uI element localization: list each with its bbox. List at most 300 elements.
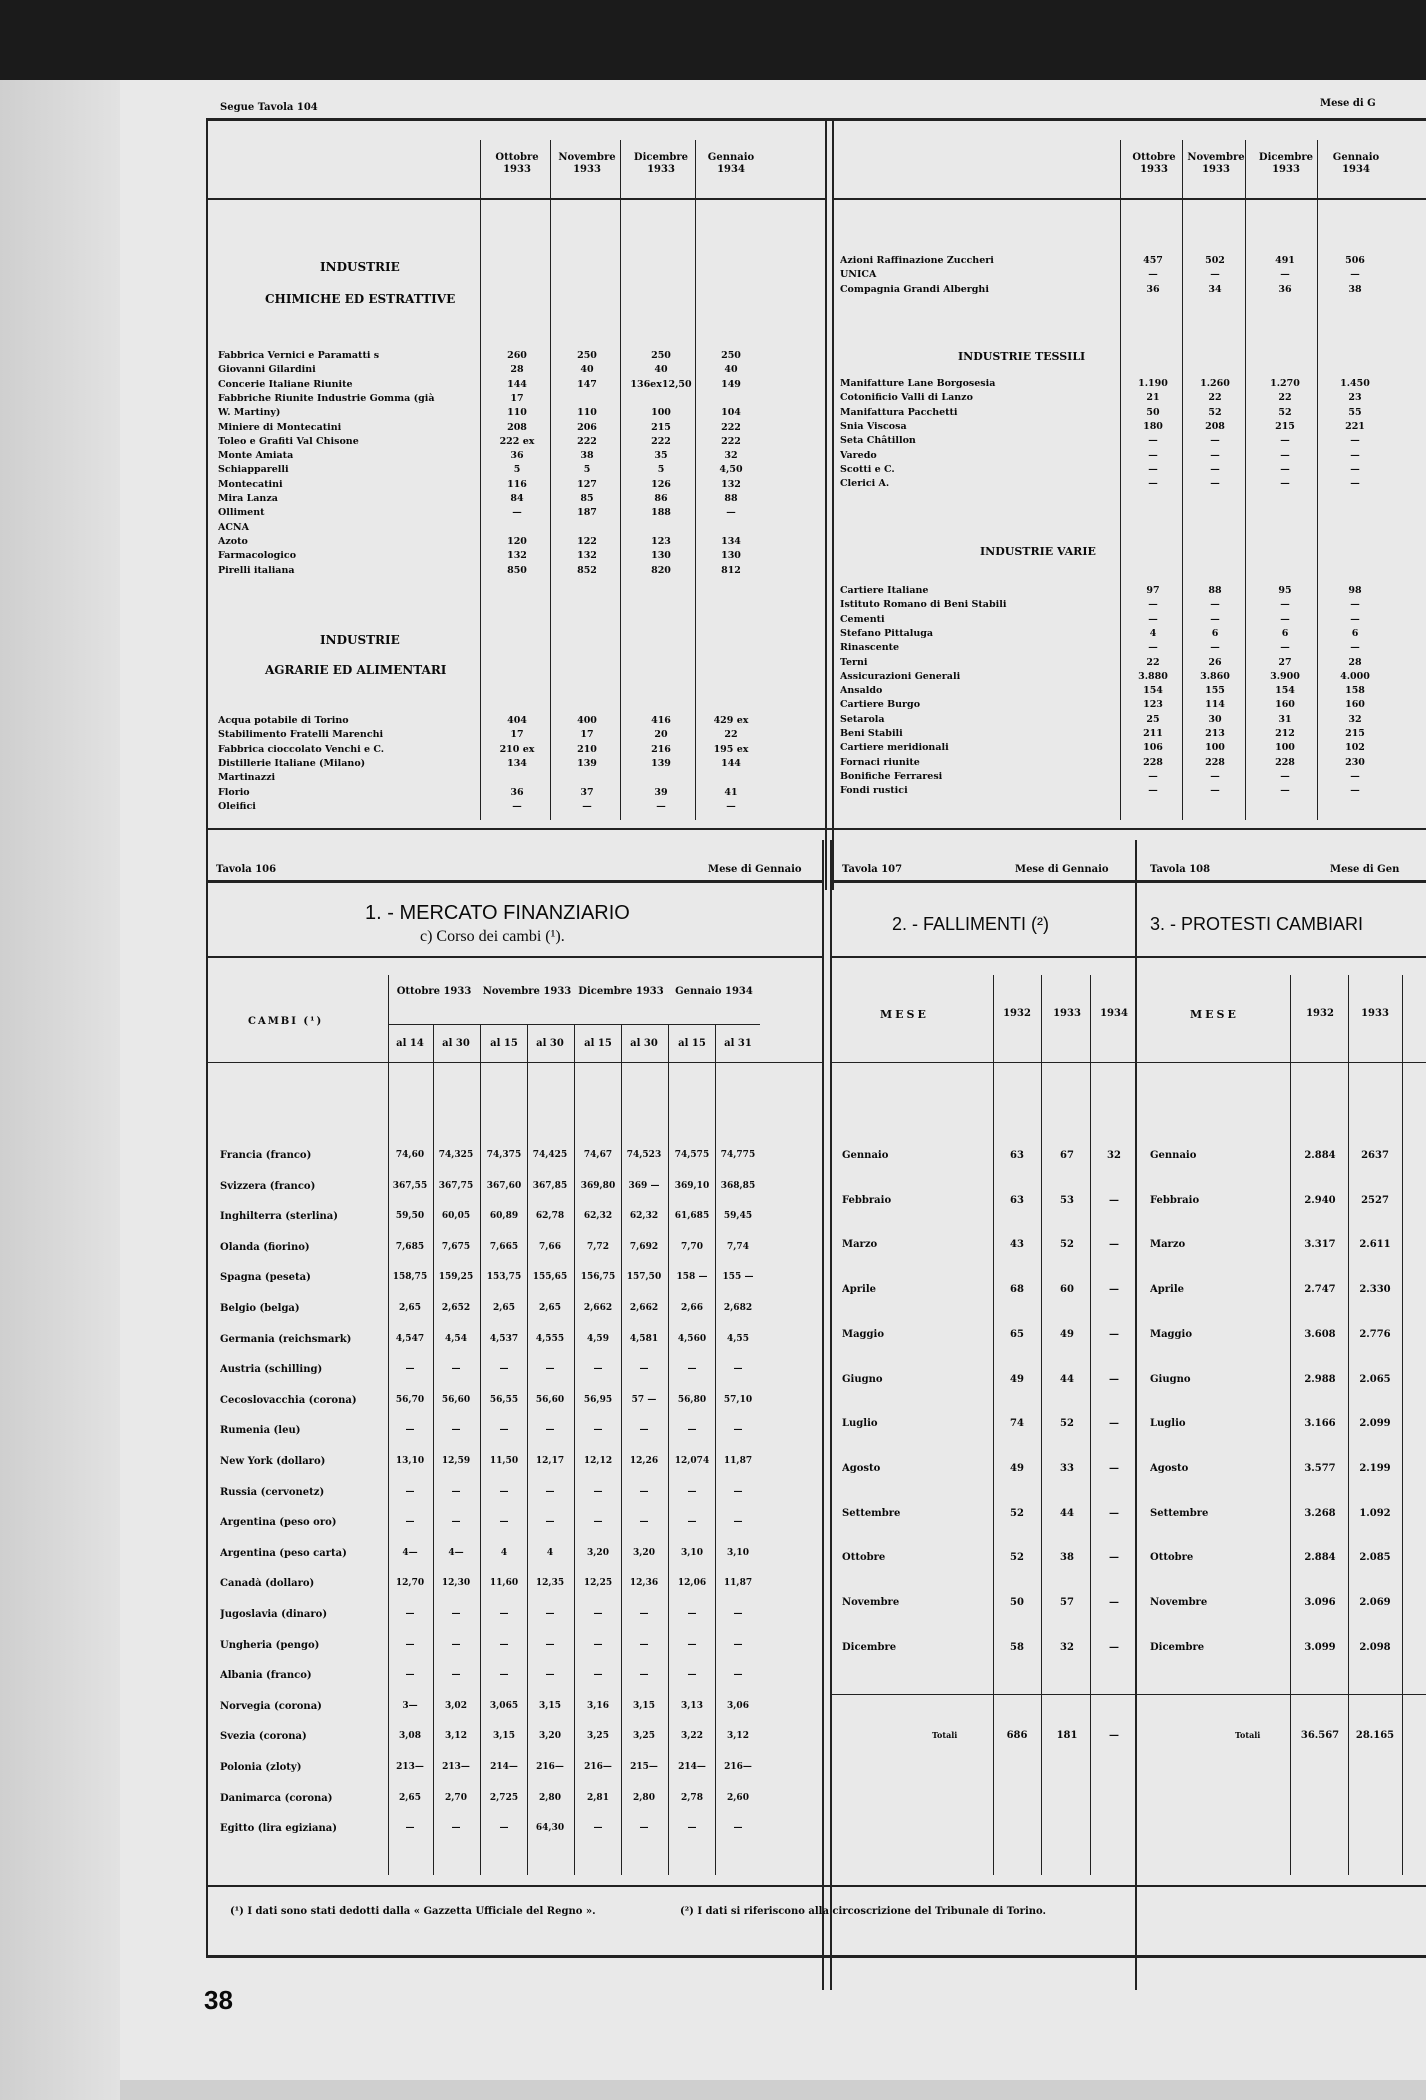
rate-value: — bbox=[451, 1609, 461, 1619]
currency-label: Rumenia (leu) bbox=[220, 1425, 301, 1437]
count-value: 38 bbox=[1060, 1552, 1074, 1564]
rate-value: 4 bbox=[500, 1547, 508, 1558]
currency-label: Argentina (peso carta) bbox=[220, 1547, 347, 1559]
count-value: 50 bbox=[1010, 1597, 1024, 1608]
table-row bbox=[120, 585, 1362, 598]
table-row bbox=[120, 627, 1359, 641]
rate-value: — bbox=[499, 1486, 509, 1497]
row-value: 6 bbox=[1211, 627, 1219, 639]
agri-title-2: AGRARIE ED ALIMENTARI bbox=[265, 663, 447, 677]
row-value: 812 bbox=[721, 564, 741, 576]
t107-title: 2. - FALLIMENTI (²) bbox=[892, 914, 1050, 934]
rate-value: 7,675 bbox=[441, 1241, 471, 1252]
row-value: 250 bbox=[577, 350, 597, 361]
protest-value: 2.099 bbox=[1359, 1418, 1391, 1430]
month-label: Dicembre bbox=[1150, 1641, 1205, 1653]
rate-value: — bbox=[405, 1609, 415, 1619]
row-label: Olliment bbox=[218, 507, 265, 519]
subcol-header: al 15 bbox=[678, 1038, 706, 1049]
row-value: 155 bbox=[1205, 685, 1225, 697]
row-value: 144 bbox=[507, 378, 527, 390]
rate-value: 4,555 bbox=[535, 1333, 565, 1344]
row-value: 25 bbox=[1146, 713, 1160, 725]
row-label: UNICA bbox=[840, 269, 877, 281]
row-label: Cartiere meridionali bbox=[840, 742, 949, 754]
period-header: Gennaio 1934 bbox=[675, 986, 753, 997]
row-value: — bbox=[1280, 642, 1290, 654]
protest-value: 3.317 bbox=[1304, 1239, 1336, 1251]
row-value: 213 bbox=[1205, 728, 1225, 739]
total-value: 686 bbox=[1006, 1730, 1028, 1741]
rate-value: 4,560 bbox=[677, 1333, 707, 1344]
rate-value: 4,54 bbox=[445, 1333, 467, 1344]
currency-label: Argentina (peso oro) bbox=[220, 1517, 337, 1529]
row-value: 21 bbox=[1146, 392, 1160, 404]
row-label: Miniere di Montecatini bbox=[218, 421, 342, 433]
table-row bbox=[120, 656, 1362, 670]
row-value: 221 bbox=[1345, 420, 1365, 432]
row-value: — bbox=[1350, 770, 1360, 782]
row-label: Cartiere Italiane bbox=[840, 585, 929, 596]
rate-value: 60,05 bbox=[441, 1211, 471, 1222]
rate-value: — bbox=[733, 1364, 743, 1375]
rate-value: — bbox=[733, 1517, 743, 1528]
count-value: 44 bbox=[1060, 1507, 1074, 1519]
rate-value: 11,87 bbox=[723, 1578, 753, 1589]
month-label: Marzo bbox=[1150, 1239, 1186, 1251]
rate-value: — bbox=[545, 1364, 555, 1375]
count-value: 57 bbox=[1060, 1597, 1074, 1608]
currency-label: Danimarca (corona) bbox=[220, 1792, 333, 1804]
row-value: — bbox=[512, 800, 522, 812]
row-value: — bbox=[1148, 478, 1158, 490]
row-label: Cartiere Burgo bbox=[840, 699, 921, 711]
rate-value: — bbox=[545, 1670, 555, 1681]
count-value: 63 bbox=[1010, 1194, 1024, 1206]
count-value: 52 bbox=[1060, 1239, 1074, 1251]
row-label: Seta Châtillon bbox=[840, 435, 916, 447]
rate-value: 2,80 bbox=[633, 1792, 655, 1803]
rate-value: 369,80 bbox=[580, 1180, 616, 1191]
rate-value: 7,665 bbox=[489, 1241, 519, 1252]
mese-label: MESE bbox=[1190, 1008, 1239, 1021]
row-value: 208 bbox=[1205, 420, 1225, 432]
t108-month: Mese di Gen bbox=[1330, 864, 1400, 875]
row-label: Fabbrica cioccolato Venchi e C. bbox=[218, 743, 385, 755]
total-value: — bbox=[1109, 1730, 1119, 1741]
row-value: — bbox=[1210, 785, 1220, 797]
month-label: Novembre bbox=[1150, 1597, 1208, 1608]
rate-value: 62,78 bbox=[535, 1211, 565, 1222]
left-border-bottom bbox=[206, 890, 208, 1957]
row-value: 850 bbox=[507, 564, 527, 576]
row-value: 230 bbox=[1345, 756, 1365, 768]
row-value: 206 bbox=[577, 421, 597, 433]
row-value: 41 bbox=[724, 786, 738, 798]
page-sheet bbox=[120, 80, 1426, 2080]
rate-value: — bbox=[639, 1425, 649, 1436]
row-value: 180 bbox=[1143, 420, 1163, 432]
currency-label: Germania (reichsmark) bbox=[220, 1333, 352, 1345]
row-value: — bbox=[1148, 435, 1158, 447]
row-value: 40 bbox=[580, 364, 594, 376]
rate-value: — bbox=[405, 1364, 415, 1375]
row-value: — bbox=[1350, 599, 1360, 611]
month-label: Gennaio bbox=[1150, 1150, 1197, 1161]
t108-col-rule bbox=[1348, 975, 1349, 1875]
month-label: Maggio bbox=[1150, 1328, 1193, 1340]
row-value: 39 bbox=[654, 786, 668, 798]
rate-value: — bbox=[451, 1639, 461, 1650]
rate-value: — bbox=[639, 1364, 649, 1375]
count-value: 67 bbox=[1060, 1150, 1074, 1161]
row-value: 260 bbox=[507, 350, 527, 361]
rate-value: 2,682 bbox=[723, 1303, 753, 1313]
rate-value: 12,25 bbox=[583, 1578, 613, 1589]
rate-value: 7,685 bbox=[395, 1241, 425, 1252]
row-value: 36 bbox=[1146, 283, 1160, 295]
left-month-header: Ottobre 1933 bbox=[495, 152, 539, 175]
t107-col-rule bbox=[1090, 975, 1091, 1875]
month-label: Febbraio bbox=[842, 1194, 892, 1206]
rate-value: — bbox=[405, 1670, 415, 1681]
row-value: 6 bbox=[1281, 627, 1289, 639]
row-label: Distillerie Italiane (Milano) bbox=[218, 757, 366, 769]
protest-value: 2.884 bbox=[1304, 1150, 1336, 1161]
row-label: Ansaldo bbox=[840, 685, 883, 697]
row-value: 188 bbox=[651, 507, 671, 519]
rate-value: 11,60 bbox=[489, 1578, 519, 1589]
table-row bbox=[120, 699, 1365, 712]
month-label: Febbraio bbox=[1150, 1194, 1200, 1206]
row-label: Terni bbox=[840, 656, 868, 668]
rate-value: 56,95 bbox=[583, 1394, 613, 1405]
subcol-header: al 14 bbox=[396, 1038, 424, 1049]
row-value: — bbox=[1210, 435, 1220, 447]
row-value: 22 bbox=[1208, 392, 1222, 404]
row-value: 132 bbox=[507, 550, 527, 562]
row-value: 26 bbox=[1208, 656, 1222, 668]
currency-label: Spagna (peseta) bbox=[220, 1272, 311, 1284]
total-value: 28.165 bbox=[1355, 1730, 1395, 1741]
rate-value: — bbox=[451, 1670, 461, 1681]
row-value: 37 bbox=[580, 786, 594, 798]
currency-label: Russia (cervonetz) bbox=[220, 1486, 325, 1498]
row-value: 4,50 bbox=[719, 464, 743, 476]
t107-number: Tavola 107 bbox=[842, 864, 903, 875]
count-value: — bbox=[1109, 1552, 1119, 1564]
row-label: Giovanni Gilardini bbox=[218, 364, 316, 376]
row-value: 400 bbox=[577, 715, 597, 726]
row-label: Mira Lanza bbox=[218, 493, 278, 504]
row-value: — bbox=[1148, 785, 1158, 797]
year-header: 1932 bbox=[1003, 1008, 1031, 1019]
table-row bbox=[120, 522, 740, 535]
rate-value: 2,66 bbox=[681, 1303, 703, 1313]
rate-value: — bbox=[639, 1639, 649, 1650]
rate-value: 4 bbox=[546, 1547, 554, 1558]
row-label: Fornaci riunite bbox=[840, 756, 920, 768]
row-value: 139 bbox=[651, 757, 671, 769]
row-value: — bbox=[1148, 269, 1158, 281]
rate-value: 11,50 bbox=[489, 1456, 519, 1466]
footnote-rule bbox=[206, 1885, 1426, 1887]
count-value: — bbox=[1109, 1194, 1119, 1206]
row-value: 149 bbox=[721, 378, 741, 390]
rate-value: 3— bbox=[402, 1700, 418, 1711]
count-value: — bbox=[1109, 1641, 1119, 1653]
row-value: 144 bbox=[721, 757, 741, 769]
row-value: — bbox=[1280, 613, 1290, 625]
rate-value: — bbox=[733, 1425, 743, 1436]
rate-value: — bbox=[687, 1609, 697, 1619]
rate-value: 74,775 bbox=[720, 1150, 756, 1160]
row-value: 23 bbox=[1348, 392, 1362, 404]
rate-value: 56,60 bbox=[535, 1394, 565, 1405]
left-month-header: Novembre 1933 bbox=[558, 152, 616, 175]
rate-value: 12,06 bbox=[677, 1578, 707, 1589]
row-value: 40 bbox=[724, 364, 738, 376]
row-label: Fabbriche Riunite Industrie Gomma (già bbox=[218, 392, 435, 404]
count-value: 33 bbox=[1060, 1462, 1074, 1474]
rate-value: 7,66 bbox=[539, 1241, 561, 1252]
scan-top-shadow bbox=[0, 0, 1426, 80]
row-value: 116 bbox=[507, 478, 527, 490]
rate-value: 4,547 bbox=[395, 1333, 425, 1344]
row-value: 3.880 bbox=[1138, 670, 1168, 682]
rate-value: — bbox=[451, 1517, 461, 1528]
count-value: 32 bbox=[1060, 1641, 1074, 1653]
month-label: Gennaio bbox=[842, 1150, 889, 1161]
table-row bbox=[120, 536, 740, 549]
rate-value: 74,375 bbox=[486, 1150, 522, 1160]
rate-value: 369,10 bbox=[674, 1180, 710, 1191]
protest-value: 2.065 bbox=[1359, 1373, 1391, 1385]
rate-value: 4— bbox=[448, 1547, 464, 1558]
row-label: Acqua potabile di Torino bbox=[218, 715, 349, 726]
row-value: 222 bbox=[721, 435, 741, 447]
subcol-header: al 30 bbox=[442, 1038, 470, 1049]
row-value: 126 bbox=[651, 478, 671, 490]
agri-title-1: INDUSTRIE bbox=[320, 633, 400, 647]
left-month-header: Gennaio 1934 bbox=[707, 152, 755, 175]
rate-value: 74,67 bbox=[583, 1150, 613, 1160]
count-value: — bbox=[1109, 1373, 1119, 1385]
table-row bbox=[120, 685, 1365, 698]
month-label: Luglio bbox=[1150, 1418, 1186, 1430]
row-value: 88 bbox=[724, 493, 738, 504]
t107-left-border bbox=[830, 840, 832, 1990]
rate-value: — bbox=[687, 1670, 697, 1681]
rate-value: 12,12 bbox=[583, 1456, 613, 1466]
rate-value: 2,652 bbox=[441, 1303, 471, 1313]
rate-value: — bbox=[545, 1639, 555, 1650]
count-value: 65 bbox=[1010, 1328, 1024, 1340]
rate-value: 2,78 bbox=[681, 1792, 703, 1803]
continuation-label: Segue Tavola 104 bbox=[220, 102, 318, 113]
left-month-rule bbox=[206, 198, 826, 200]
row-value: — bbox=[1350, 269, 1360, 281]
rate-value: — bbox=[687, 1364, 697, 1375]
rate-value: — bbox=[687, 1639, 697, 1650]
rate-value: 12,17 bbox=[535, 1456, 565, 1466]
table-row bbox=[120, 1792, 749, 1815]
row-value: 158 bbox=[1345, 685, 1365, 697]
row-value: 228 bbox=[1143, 756, 1163, 768]
right-month-header: Gennaio 1934 bbox=[1332, 152, 1380, 175]
totals-label: Totali bbox=[1235, 1730, 1261, 1740]
protest-value: 2.199 bbox=[1359, 1462, 1391, 1474]
total-value: 181 bbox=[1056, 1730, 1078, 1741]
row-value: 457 bbox=[1143, 255, 1163, 266]
row-value: 136ex12,50 bbox=[630, 378, 692, 390]
rate-value: 3,20 bbox=[539, 1731, 561, 1742]
rate-value: 2,81 bbox=[587, 1792, 609, 1803]
row-value: 195 ex bbox=[713, 743, 749, 755]
month-label: Ottobre bbox=[842, 1552, 886, 1564]
rate-value: 12,59 bbox=[441, 1456, 471, 1466]
rate-value: 74,60 bbox=[395, 1150, 425, 1160]
protest-value: 2.940 bbox=[1304, 1194, 1336, 1206]
row-value: 122 bbox=[577, 535, 597, 547]
row-label: Azioni Raffinazione Zuccheri bbox=[840, 255, 994, 266]
row-label: Beni Stabili bbox=[840, 728, 903, 739]
protest-value: 3.268 bbox=[1304, 1507, 1336, 1519]
row-value: 86 bbox=[654, 493, 668, 504]
mese-label: MESE bbox=[880, 1008, 929, 1021]
row-value: 34 bbox=[1208, 283, 1222, 295]
rate-value: — bbox=[499, 1823, 509, 1834]
row-value: 38 bbox=[1348, 283, 1362, 295]
table-row bbox=[120, 1823, 743, 1845]
row-value: 106 bbox=[1143, 742, 1163, 754]
t108-subhead-rule bbox=[1135, 1062, 1426, 1063]
row-value: — bbox=[512, 507, 522, 519]
rate-value: — bbox=[499, 1670, 509, 1681]
row-value: 88 bbox=[1208, 585, 1222, 596]
subcol-header: al 30 bbox=[536, 1038, 564, 1049]
table-row bbox=[120, 770, 1360, 784]
count-value: 52 bbox=[1010, 1507, 1024, 1519]
rate-value: 3,08 bbox=[399, 1731, 421, 1742]
protest-value: 3.096 bbox=[1304, 1597, 1336, 1608]
row-label: Manifatture Lane Borgosesia bbox=[840, 378, 996, 389]
row-value: 127 bbox=[577, 478, 597, 490]
protest-value: 2.747 bbox=[1304, 1284, 1336, 1296]
row-value: 250 bbox=[651, 350, 671, 361]
rate-value: 56,70 bbox=[395, 1394, 425, 1405]
t106-subtitle: c) Corso dei cambi (¹). bbox=[420, 928, 565, 945]
varie-title: INDUSTRIE VARIE bbox=[980, 545, 1096, 558]
t107-col-rule bbox=[1041, 975, 1042, 1875]
row-value: 31 bbox=[1278, 713, 1292, 725]
currency-label: Austria (schilling) bbox=[220, 1364, 323, 1376]
month-label: Marzo bbox=[842, 1239, 878, 1251]
row-value: 36 bbox=[1278, 283, 1292, 295]
t106-right-border bbox=[822, 840, 824, 1990]
count-value: — bbox=[1109, 1462, 1119, 1474]
table-row bbox=[120, 350, 740, 363]
rate-value: 214— bbox=[678, 1762, 706, 1772]
rate-value: — bbox=[451, 1823, 461, 1834]
rate-value: 3,15 bbox=[539, 1700, 561, 1711]
t106-top-rule bbox=[206, 880, 823, 883]
protest-value: 2.069 bbox=[1359, 1597, 1391, 1608]
rate-value: 12,30 bbox=[441, 1578, 471, 1589]
row-value: — bbox=[1148, 642, 1158, 654]
count-value: 68 bbox=[1010, 1284, 1024, 1296]
rate-value: — bbox=[593, 1670, 603, 1681]
rate-value: — bbox=[733, 1823, 743, 1834]
row-value: 17 bbox=[510, 729, 524, 741]
row-value: 100 bbox=[651, 407, 671, 419]
rate-value: 2,662 bbox=[629, 1303, 659, 1313]
table-row bbox=[120, 364, 740, 377]
month-label: Giugno bbox=[1150, 1373, 1191, 1385]
row-label: Manifattura Pacchetti bbox=[840, 406, 958, 418]
row-label: Cotonificio Valli di Lanzo bbox=[840, 392, 973, 404]
row-value: 506 bbox=[1345, 255, 1365, 266]
row-value: — bbox=[1350, 642, 1360, 654]
row-value: — bbox=[1280, 449, 1290, 461]
t108-number: Tavola 108 bbox=[1150, 864, 1211, 875]
rate-value: 3,10 bbox=[681, 1547, 703, 1558]
row-value: 95 bbox=[1278, 585, 1292, 596]
row-label: Scotti e C. bbox=[840, 463, 895, 475]
currency-label: Olanda (fiorino) bbox=[220, 1241, 310, 1253]
row-label: Monte Amiata bbox=[218, 450, 294, 462]
rate-value: — bbox=[499, 1364, 509, 1375]
row-label: Stefano Pittaluga bbox=[840, 627, 934, 639]
count-value: — bbox=[1109, 1507, 1119, 1519]
row-value: 28 bbox=[510, 364, 524, 376]
rate-value: 74,425 bbox=[532, 1150, 568, 1160]
count-value: 49 bbox=[1010, 1462, 1024, 1474]
row-label: Farmacologico bbox=[218, 550, 297, 562]
row-value: — bbox=[1148, 599, 1158, 611]
row-value: — bbox=[1280, 785, 1290, 797]
rate-value: — bbox=[593, 1425, 603, 1436]
mid-rule bbox=[206, 828, 1426, 830]
rate-value: — bbox=[545, 1425, 555, 1436]
count-value: — bbox=[1109, 1284, 1119, 1296]
protest-value: 3.166 bbox=[1304, 1418, 1336, 1430]
rate-value: 56,60 bbox=[441, 1394, 471, 1405]
row-value: 228 bbox=[1275, 756, 1295, 768]
rate-value: 7,70 bbox=[681, 1241, 703, 1252]
row-value: — bbox=[582, 800, 592, 812]
row-value: 208 bbox=[507, 421, 527, 433]
row-value: — bbox=[726, 507, 736, 519]
row-label: Fondi rustici bbox=[840, 785, 908, 797]
row-value: — bbox=[1210, 599, 1220, 611]
protest-value: 2.330 bbox=[1359, 1284, 1391, 1296]
rate-value: 7,74 bbox=[727, 1241, 749, 1252]
table-row bbox=[120, 599, 1360, 612]
row-value: 1.450 bbox=[1340, 378, 1370, 389]
currency-label: Canadà (dollaro) bbox=[220, 1578, 315, 1590]
period-header: Novembre 1933 bbox=[482, 986, 572, 997]
row-value: 502 bbox=[1205, 255, 1225, 266]
row-value: 110 bbox=[577, 407, 597, 419]
row-label: Schiapparelli bbox=[218, 464, 289, 476]
table-row bbox=[120, 642, 1360, 655]
rate-value: — bbox=[499, 1517, 509, 1528]
currency-label: New York (dollaro) bbox=[220, 1456, 326, 1467]
row-value: 32 bbox=[1348, 713, 1362, 725]
rate-value: — bbox=[545, 1609, 555, 1619]
row-value: — bbox=[1210, 613, 1220, 625]
